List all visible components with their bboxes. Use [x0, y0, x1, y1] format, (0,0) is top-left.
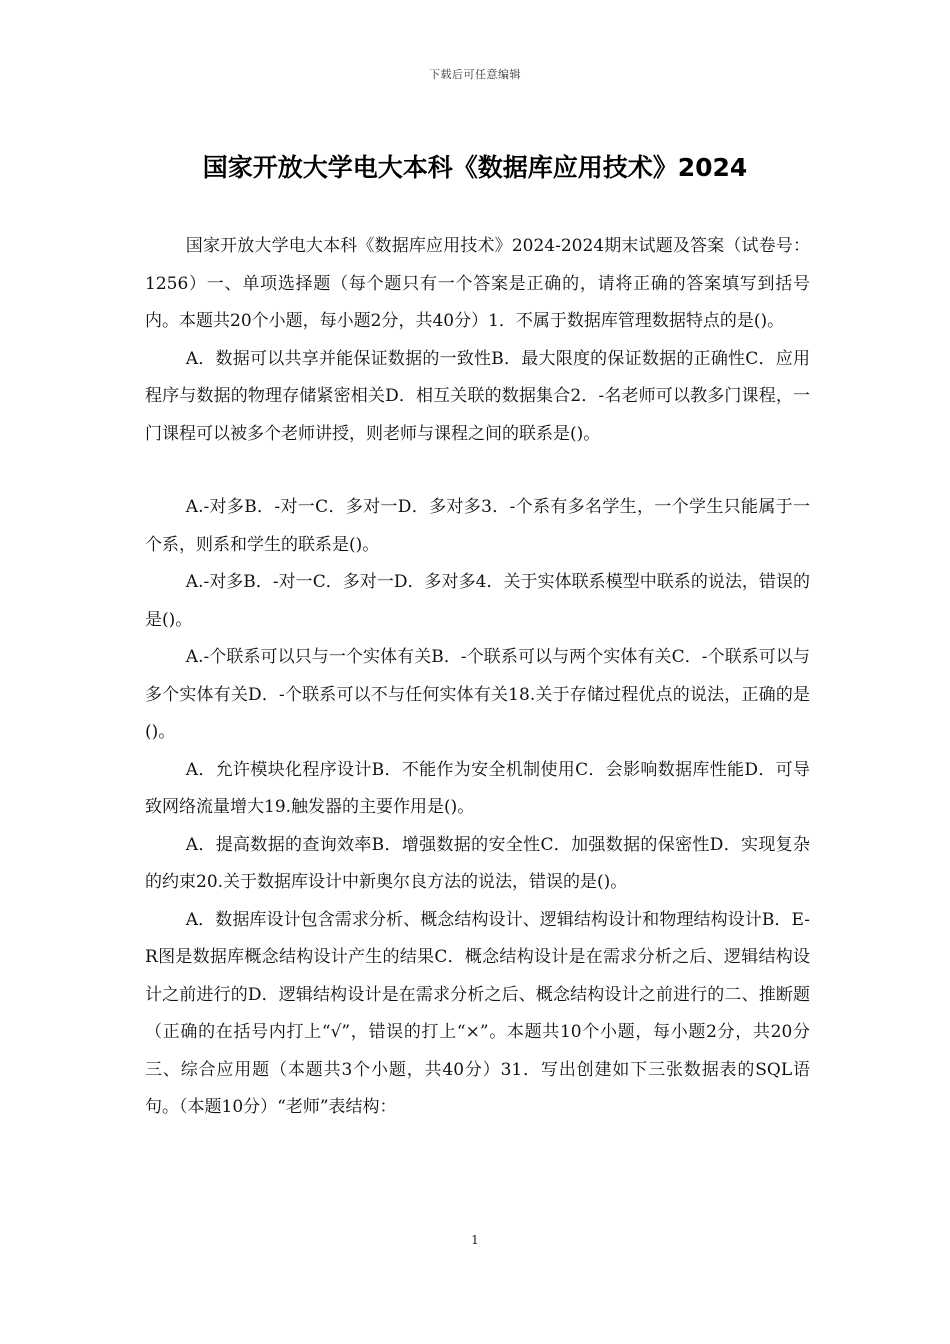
paragraph-exam-intro: 国家开放大学电大本科《数据库应用技术》2024-2024期末试题及答案（试卷号：1256）一、单项选择题（每个题只有一个答案是正确的，请将正确的答案填写到括号内。本题共20个小题，每小题2分，共40分）1．不属于数据库管理数据特点的是()。 [145, 236, 810, 331]
page-header: 下载后可任意编辑 [429, 68, 521, 81]
document-body [145, 228, 810, 1127]
paragraph-q19-options: A．提高数据的查询效率B．增强数据的安全性C．加强数据的保密性D．实现复杂的约束20.关于数据库设计中新奥尔良方法的说法，错误的是()。 [145, 834, 810, 892]
paragraph-q1-options: A．数据可以共享并能保证数据的一致性B．最大限度的保证数据的正确性C．应用程序与数据的物理存储紧密相关D．相互关联的数据集合2．-名老师可以教多门课程，一门课程可以被多个老师讲授，则老师与课程之间的联系是()。 [145, 348, 810, 444]
document-title: 国家开放大学电大本科《数据库应用技术》2024 [202, 153, 748, 182]
paragraph-q3-options: A.-对多B．-对一C．多对一D．多对多4．关于实体联系模型中联系的说法，错误的是()。 [145, 572, 810, 630]
paragraph-q18-options: A．允许模块化程序设计B．不能作为安全机制使用C．会影响数据库性能D．可导致网络流量增大19.触发器的主要作用是()。 [145, 759, 810, 817]
page-number: 1 [471, 1233, 479, 1247]
paragraph-q20-options: A．数据库设计包含需求分析、概念结构设计、逻辑结构设计和物理结构设计B．E-R图是数据库概念结构设计产生的结果C．概念结构设计是在需求分析之后、逻辑结构设计之前进行的D．逻辑结构设计是在需求分析之后、概念结构设计之前进行的二、推断题（正确的在括号内打上“√”，错误的打上“×”。本题共10个小题，每小题2分，共20分三、综合应用题（本题共3个小题，共40分）31．写出创建如下三张数据表的SQL语句。（本题10分）“老师”表结构： [145, 909, 810, 1117]
paragraph-q2-options: A.-对多B．-对一C．多对一D．多对多3．-个系有多名学生，一个学生只能属于一个系，则系和学生的联系是()。 [145, 497, 810, 555]
paragraph-q4-options: A.-个联系可以只与一个实体有关B．-个联系可以与两个实体有关C．-个联系可以与多个实体有关D．-个联系可以不与任何实体有关18.关于存储过程优点的说法，正确的是()。 [145, 647, 810, 742]
